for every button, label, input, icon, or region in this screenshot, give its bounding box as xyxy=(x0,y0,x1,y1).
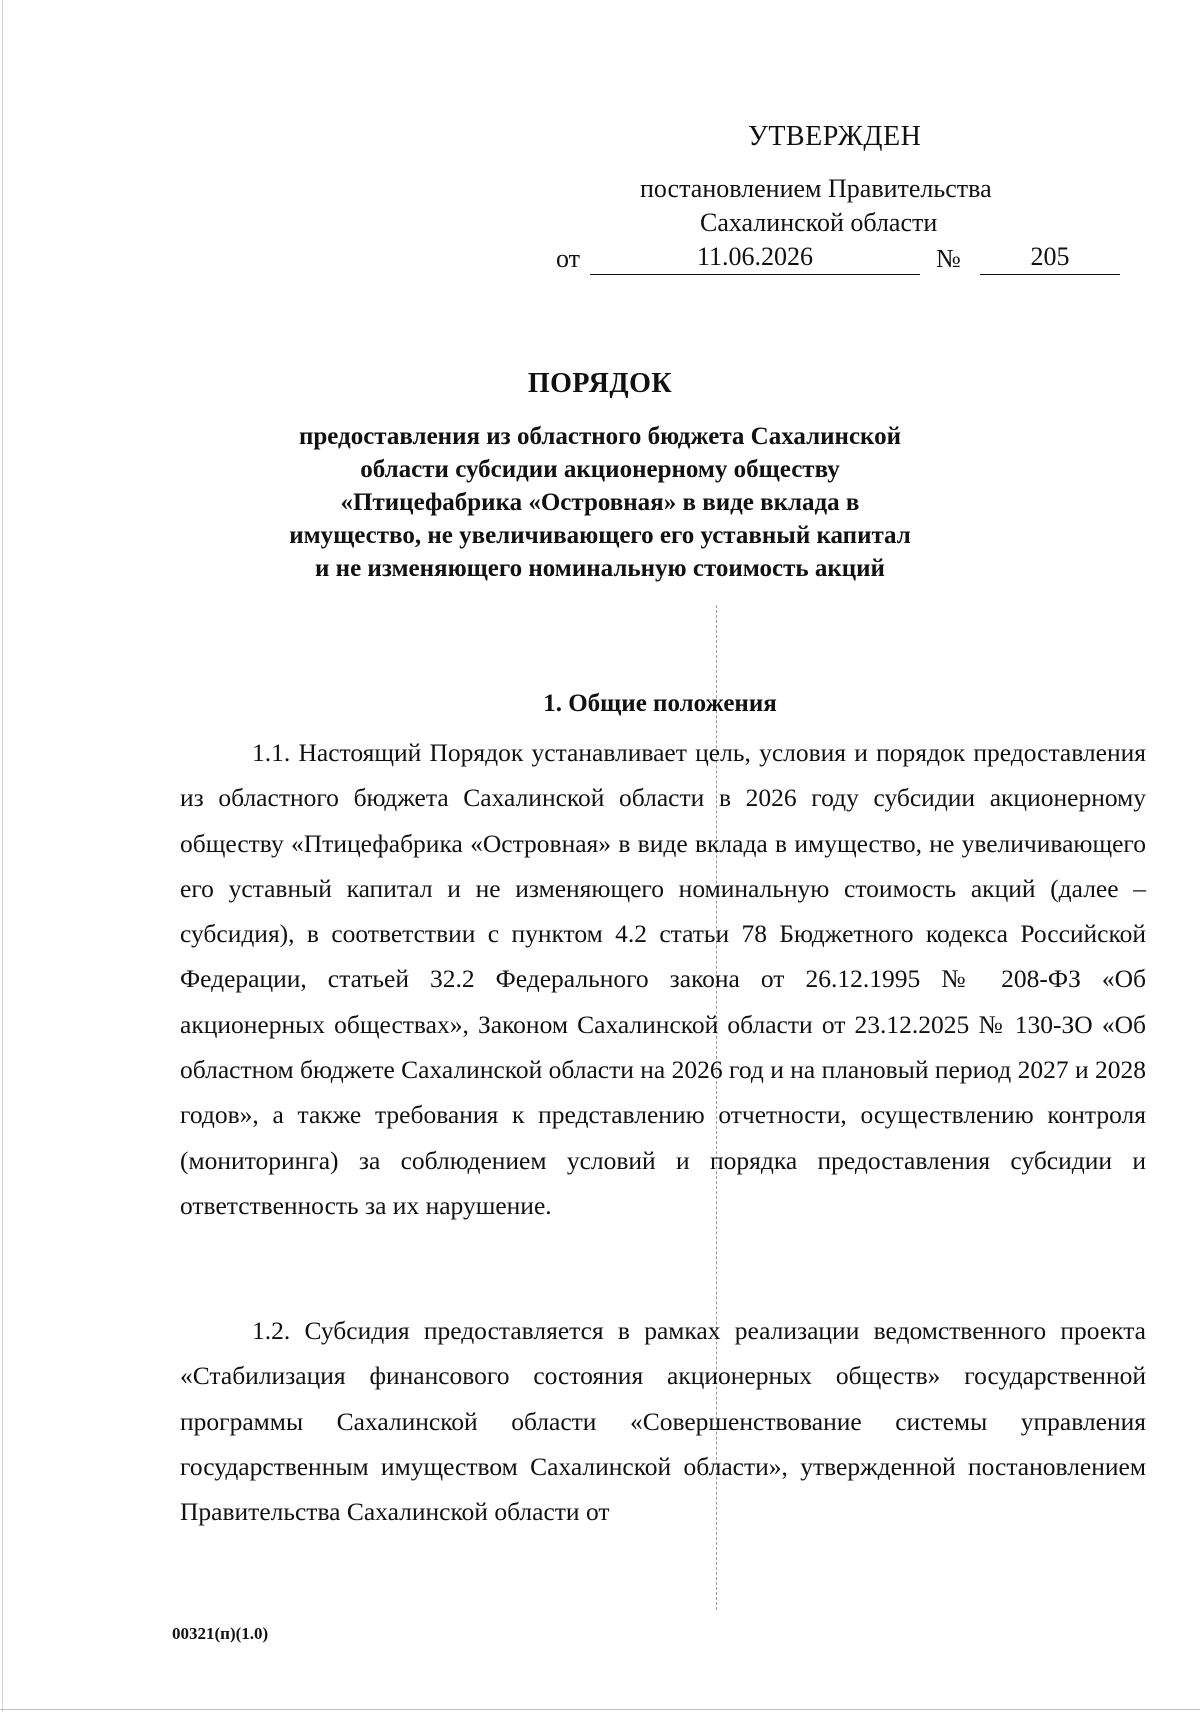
approval-date-row xyxy=(548,236,1118,276)
subtitle-line: области субсидии акционерному обществу xyxy=(360,456,840,483)
subtitle-line: и не изменяющего номинальную стоимость акций xyxy=(315,555,885,582)
scan-edge-left xyxy=(2,0,3,1712)
approval-heading: УТВЕРЖДЕН xyxy=(748,121,922,152)
subtitle-line: имущество, не увеличивающего его уставный капитал xyxy=(289,522,911,549)
paragraph-1-1: 1.1. Настоящий Порядок устанавливает цель, условия и порядок предоставления из областного бюджета Сахалинской области в 2026 году субсидии акционерному обществу «Птицефабрика «Островная» в виде вклада в имущество, не увеличивающего его уставный капитал и не изменяющего номинальную стоимость акций (далее – субсидия), в соответствии с пунктом 4.2 статьи 78 Бюджетного кодекса Российской Федерации, статьей 32.2 Федерального закона от 26.12.1995 № 208-ФЗ «Об акционерных обществах», Законом Сахалинской области от 23.12.2025 № 130-ЗО «Об областном бюджете Сахалинской области на 2026 год и на плановый период 2027 и 2028 годов», а также требования к представлению отчетности, осуществлению контроля (мониторинга) за соблюдением условий и порядка предоставления субсидии и ответственность за их нарушение. xyxy=(180,738,1146,1220)
footer-form-code: 00321(п)(1.0) xyxy=(172,1624,269,1643)
number-sign: № xyxy=(936,244,961,273)
approval-line-1: постановлением Правительства xyxy=(640,174,992,203)
approval-date: 11.06.2026 xyxy=(590,240,920,275)
document-subtitle xyxy=(250,420,950,585)
approval-line-2: Сахалинской области xyxy=(700,208,938,237)
approval-number: 205 xyxy=(980,240,1120,275)
document-title: ПОРЯДОК xyxy=(527,368,673,399)
section-heading: 1. Общие положения xyxy=(543,690,777,717)
paragraph-1-2: 1.2. Субсидия предоставляется в рамках реализации ведомственного проекта «Стабилизация финансового состояния акционерных обществ» государственной программы Сахалинской области «Совершенствование системы управления государственным имуществом Сахалинской области», утвержденной постановлением Правительства Сахалинской области от xyxy=(180,1316,1146,1527)
date-prefix: от xyxy=(556,244,581,273)
scan-edge-bottom xyxy=(0,1709,1200,1710)
subtitle-line: «Птицефабрика «Островная» в виде вклада в xyxy=(340,489,860,516)
subtitle-line: предоставления из областного бюджета Сахалинской xyxy=(298,423,902,450)
